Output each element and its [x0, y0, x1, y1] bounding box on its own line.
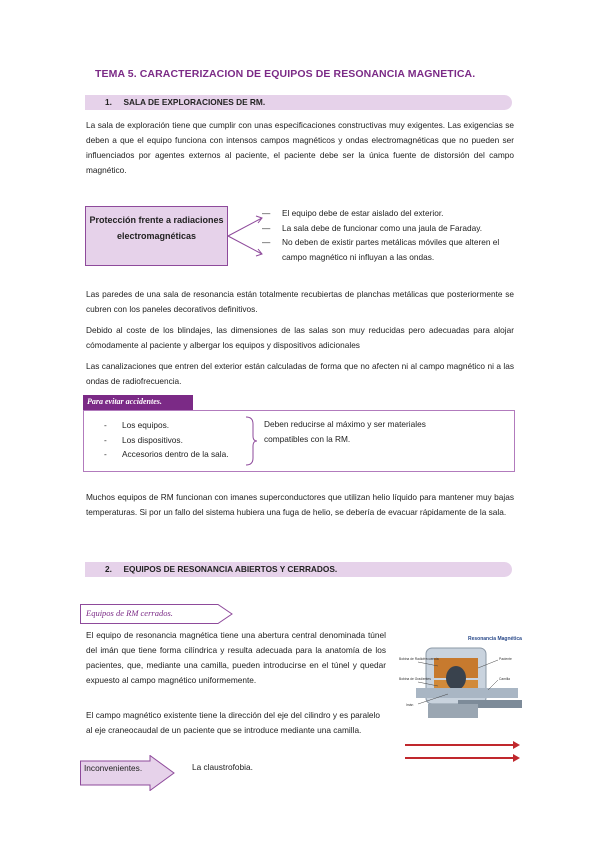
- section-label: SALA DE EXPLORACIONES DE RM.: [123, 97, 266, 107]
- branch-arrows: [228, 212, 264, 262]
- accidents-note: Deben reducirse al máximo y ser materiales compatibles con la RM.: [264, 419, 426, 444]
- section-header-2: [85, 562, 512, 577]
- mri-scanner-icon: [398, 630, 526, 728]
- paragraph: Las paredes de una sala de resonancia están totalmente recubiertas de planchas metálicas que posteriormente se cubren con los paneles decorativos definitivos.: [86, 289, 514, 314]
- section-number: 2.: [105, 564, 112, 574]
- list-item: - Accesorios dentro de la sala.: [104, 449, 229, 459]
- list-item: - Los equipos.: [104, 420, 170, 430]
- section-number: 1.: [105, 97, 112, 107]
- section-header-1: [85, 95, 512, 110]
- list-item-text: El equipo debe de estar aislado del exterior.: [282, 208, 444, 218]
- paragraph: Debido al coste de los blindajes, las dimensiones de las salas son muy reducidas pero adecuadas para alojar cómodamente al paciente y albergar los equipos y dispositivos adicionales: [86, 325, 514, 350]
- figure-title: Resonancia Magnética: [468, 636, 522, 642]
- arrow-tag-shape: [80, 755, 175, 791]
- figure-label: Paciente: [499, 657, 512, 661]
- accidents-tag: [83, 395, 193, 410]
- list-item: — La sala debe de funcionar como una jaula de Faraday.: [262, 222, 483, 233]
- cons-tag-label: Inconvenientes.: [84, 763, 143, 773]
- list-item: — No deben de existir partes metálicas móviles que alteren el campo magnético ni influyan a las ondas.: [262, 237, 500, 262]
- figure-label: Bobina de Gradientes: [399, 677, 431, 681]
- closed-rm-tag: [80, 604, 233, 624]
- paragraph: El equipo de resonancia magnética tiene una abertura central denominada túnel del imán que tiene forma cilíndrica y resulta adecuada para la anatomía de los pacientes, que, mediante una camilla, pueden introducirse en el túnel y quedar expuesto al campo magnético uniformemente.: [86, 630, 386, 685]
- list-item-text: La sala debe de funcionar como una jaula de Faraday.: [282, 222, 483, 233]
- section-header-1-text: [105, 97, 265, 107]
- list-item-text: No deben de existir partes metálicas móviles que alteren el campo magnético ni influyan a las ondas.: [282, 237, 500, 262]
- list-item-text: Los dispositivos.: [122, 434, 183, 445]
- protection-box: [85, 206, 228, 266]
- list-item-text: Accesorios dentro de la sala.: [122, 449, 229, 459]
- cons-text: La claustrofobia.: [192, 762, 253, 772]
- protection-box-label: Protección frente a radiaciones electromagnéticas: [89, 215, 224, 241]
- list-item-text: Los equipos.: [122, 420, 170, 430]
- field-direction-arrows: [405, 740, 520, 764]
- figure-label: Camilla: [499, 677, 510, 681]
- section-label: EQUIPOS DE RESONANCIA ABIERTOS Y CERRADOS.: [123, 564, 338, 574]
- figure-label: Bobina de Radiofrecuencia: [399, 657, 439, 661]
- cons-tag: [80, 755, 175, 791]
- accidents-list: [104, 418, 229, 462]
- section-header-2-text: [105, 564, 337, 574]
- list-item: - Los dispositivos.: [104, 434, 183, 445]
- brace-icon: [244, 416, 258, 466]
- closed-rm-tag-label: Equipos de RM cerrados.: [86, 608, 173, 618]
- paragraph: La sala de exploración tiene que cumplir con unas especificaciones constructivas muy exigentes. Las exigencias se deben a que el equipo funciona con intensos campos magnéticos y ondas electromagnéticas que no pueden ser influenciados por agentes externos al paciente, el paciente debe ser la única fuente de distorsión del campo magnético.: [86, 120, 514, 175]
- paragraph: Las canalizaciones que entren del exterior están calculadas de forma que no afecten ni al campo magnético ni a las ondas de radiofrecuencia.: [86, 361, 514, 386]
- paragraph: Muchos equipos de RM funcionan con imanes superconductores que utilizan helio líquido para mantener muy bajas temperaturas. Si por un fallo del sistema hubiera una fuga de helio, se debería de evacuar rápidamente de la sala.: [86, 492, 514, 517]
- accidents-tag-label: Para evitar accidentes.: [87, 397, 162, 406]
- figure-label: Imán: [406, 703, 414, 707]
- paragraph: El campo magnético existente tiene la dirección del eje del cilindro y es paralelo al eje craneocaudal de un paciente que se introduce mediante una camilla.: [86, 710, 380, 735]
- list-item: — El equipo debe de estar aislado del exterior.: [262, 208, 444, 218]
- protection-list: [262, 206, 522, 264]
- page-title: TEMA 5. CARACTERIZACION DE EQUIPOS DE RESONANCIA MAGNETICA.: [95, 68, 476, 80]
- mri-figure: [398, 630, 526, 728]
